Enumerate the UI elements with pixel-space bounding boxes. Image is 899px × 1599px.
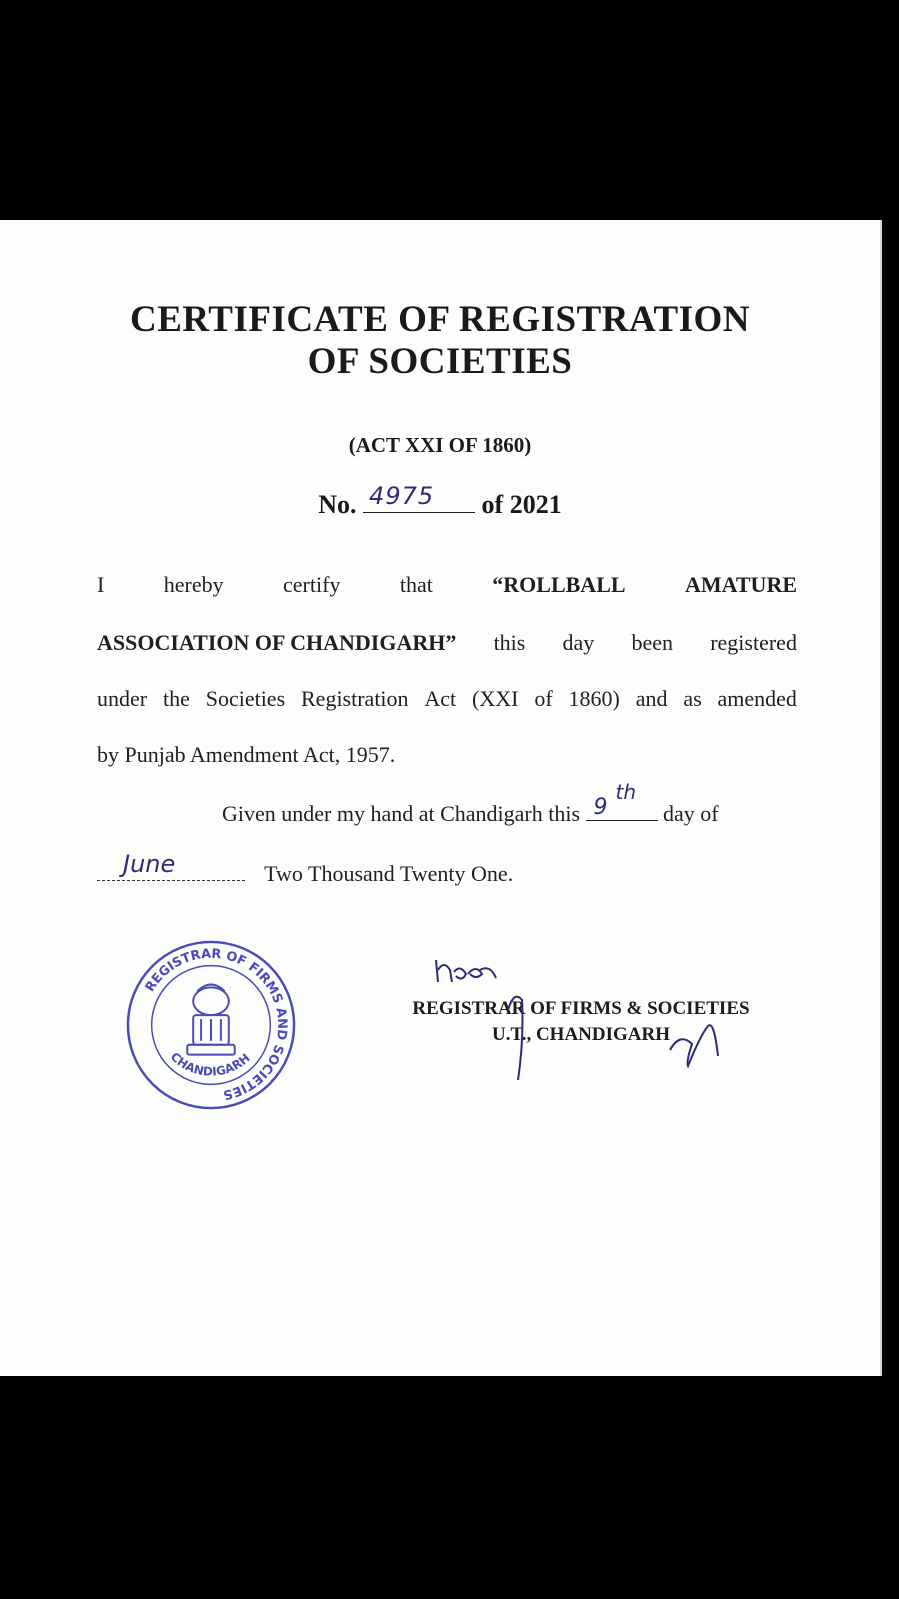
- society-name-part: AMATURE: [684, 572, 797, 597]
- certify-line-1: [97, 572, 797, 598]
- word: hereby: [163, 572, 224, 597]
- registrar-seal-stamp: [122, 936, 300, 1114]
- certificate-paper: [0, 220, 882, 1376]
- word: amended: [717, 686, 797, 711]
- word: Act: [424, 686, 457, 711]
- emblem-icon: [187, 984, 234, 1054]
- word: under: [97, 686, 148, 711]
- seal-text-top: REGISTRAR OF FIRMS AND SOCIETIES: [142, 946, 290, 1103]
- day-blank: [586, 780, 658, 821]
- certificate-title-line1: CERTIFICATE OF REGISTRATION: [129, 299, 751, 340]
- year-text: Two Thousand Twenty One.: [264, 861, 514, 886]
- word: that: [399, 572, 433, 597]
- word: 1860): [568, 686, 620, 711]
- word: been: [631, 630, 674, 655]
- registration-number: 4975: [369, 482, 435, 510]
- word: registered: [710, 630, 797, 655]
- given-suffix: day of: [663, 801, 719, 826]
- word: Registration: [301, 686, 409, 711]
- registration-number-blank: [363, 482, 475, 513]
- given-prefix: Given under my hand at Chandigarh this: [222, 801, 581, 826]
- month: June: [123, 850, 176, 878]
- registrar-line-2: U.T., CHANDIGARH: [491, 1024, 671, 1045]
- word: the: [162, 686, 190, 711]
- day-suffix: th: [615, 780, 637, 804]
- certify-line-4: by Punjab Amendment Act, 1957.: [97, 742, 396, 767]
- signature-flourish: [500, 980, 740, 1080]
- act-reference: (ACT XXI OF 1860): [348, 433, 532, 457]
- word: as: [683, 686, 702, 711]
- registration-number-line: [0, 482, 880, 520]
- certify-line-2: [97, 630, 797, 656]
- word: of: [534, 686, 553, 711]
- registrar-line-1: REGISTRAR OF FIRMS & SOCIETIES: [412, 998, 750, 1019]
- registration-year: of 2021: [481, 490, 562, 519]
- month-line: [97, 850, 514, 887]
- given-line: [222, 780, 719, 827]
- month-blank: [97, 850, 245, 881]
- word: and: [635, 686, 668, 711]
- certificate-title-line2: OF SOCIETIES: [307, 341, 573, 382]
- svg-text:REGISTRAR OF FIRMS AND SOCIETI: [143, 947, 290, 1103]
- registration-prefix: No.: [318, 490, 357, 519]
- word: Societies: [205, 686, 286, 711]
- word: I: [97, 572, 105, 597]
- society-name-part: “ROLLBALL: [492, 572, 626, 597]
- word: certify: [283, 572, 341, 597]
- day-number: 9: [593, 795, 608, 820]
- word: this: [493, 630, 526, 655]
- word: day: [562, 630, 595, 655]
- society-name-part: ASSOCIATION OF CHANDIGARH”: [97, 630, 457, 655]
- seal-text-bottom: CHANDIGARH: [167, 1049, 253, 1079]
- certify-line-3: [97, 686, 797, 712]
- word: (XXI: [472, 686, 519, 711]
